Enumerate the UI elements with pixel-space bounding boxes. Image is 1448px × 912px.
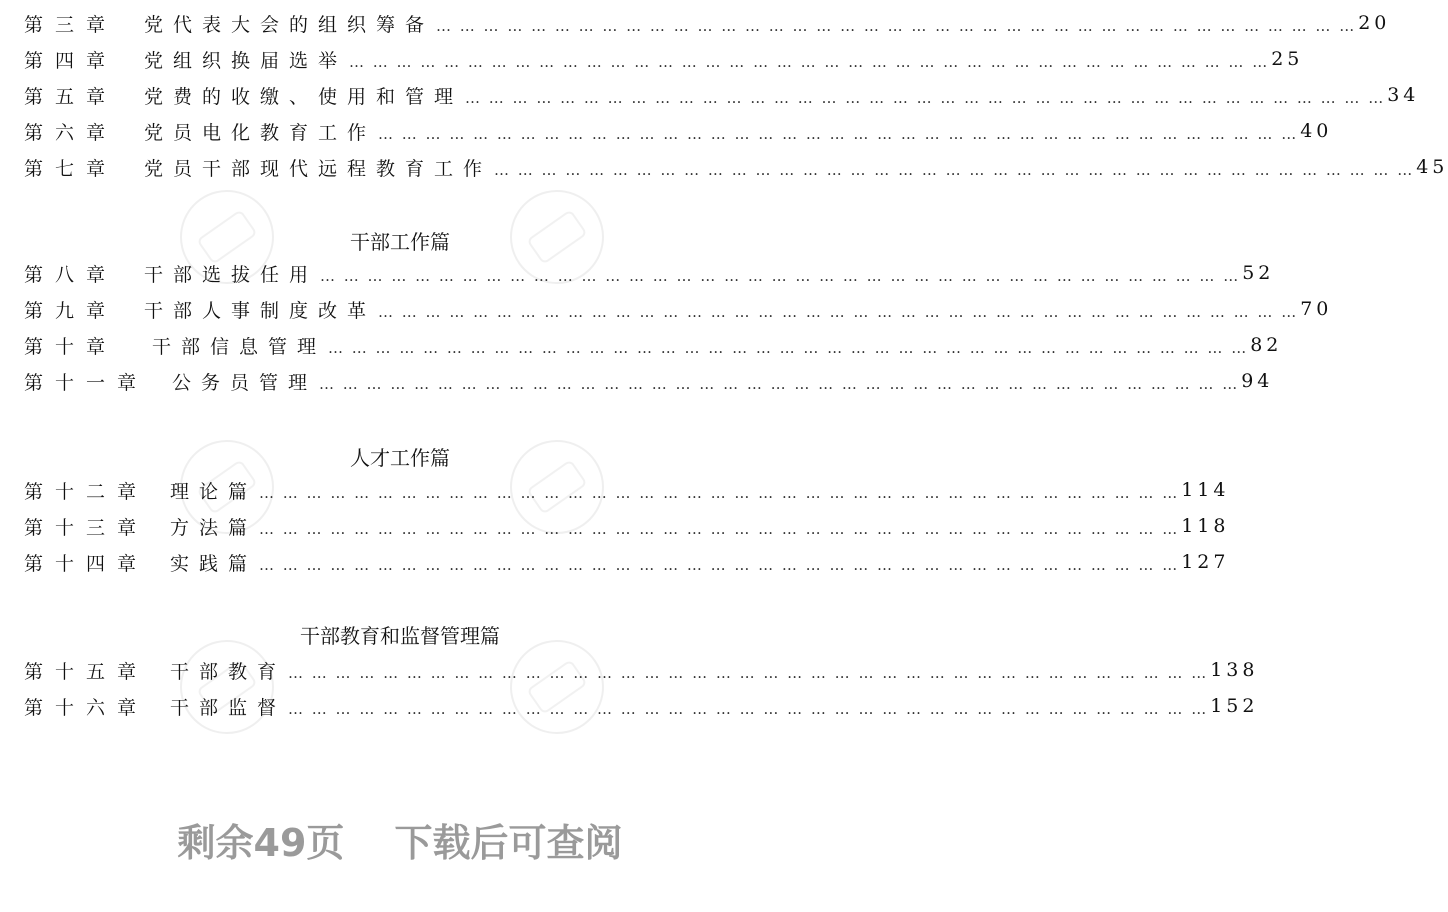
chapter-title: 党费的收缴、使用和管理 (144, 85, 464, 108)
dot-leader (317, 375, 1241, 393)
dot-leader (286, 664, 1210, 682)
dot-leader (376, 303, 1300, 321)
chapter-title: 干部人事制度改革 (144, 299, 377, 322)
dot-leader (286, 700, 1210, 718)
chapter-title: 实践篇 (170, 552, 258, 575)
chapter-title: 干部监督 (170, 696, 287, 719)
toc-row (24, 152, 1448, 182)
page-number: 40 (1300, 120, 1333, 142)
chapter-number: 第八章 (24, 263, 118, 286)
dot-leader (326, 339, 1250, 357)
dot-leader (492, 161, 1416, 179)
chapter-title: 理论篇 (170, 480, 258, 503)
toc-row (24, 511, 1230, 541)
page-number: 118 (1181, 515, 1230, 537)
page-number: 34 (1387, 84, 1420, 106)
dot-leader (347, 53, 1271, 71)
page-number: 52 (1242, 262, 1275, 284)
chapter-number: 第十二章 (24, 480, 149, 503)
chapter-title: 党组织换届选举 (144, 49, 348, 72)
toc-row (24, 475, 1230, 505)
toc-row (24, 294, 1333, 324)
toc-row (24, 691, 1259, 721)
page-number: 127 (1181, 551, 1230, 573)
chapter-title: 干部教育 (170, 660, 287, 683)
chapter-number: 第十六章 (24, 696, 149, 719)
chapter-title: 党代表大会的组织筹备 (144, 13, 435, 36)
section-heading: 干部工作篇 (350, 230, 450, 254)
toc-row (24, 258, 1275, 288)
chapter-number: 第四章 (24, 49, 118, 72)
page-number: 138 (1210, 659, 1259, 681)
toc-row (24, 366, 1274, 396)
toc-row (24, 655, 1259, 685)
chapter-number: 第十四章 (24, 552, 149, 575)
toc-row (24, 80, 1420, 110)
section-heading: 人才工作篇 (350, 446, 450, 470)
chapter-number: 第十三章 (24, 516, 149, 539)
page-number: 70 (1300, 298, 1333, 320)
dot-leader (318, 267, 1242, 285)
toc-row (24, 116, 1333, 146)
chapter-number: 第九章 (24, 299, 118, 322)
chapter-title: 党员干部现代远程教育工作 (144, 157, 493, 180)
toc-row (24, 8, 1391, 38)
chapter-title: 党员电化教育工作 (144, 121, 377, 144)
chapter-number: 第十一章 (24, 371, 149, 394)
page-number: 114 (1181, 479, 1230, 501)
chapter-number: 第六章 (24, 121, 118, 144)
section-heading: 干部教育和监督管理篇 (300, 624, 500, 648)
toc-row (24, 330, 1283, 360)
chapter-title: 干部选拔任用 (144, 263, 319, 286)
toc-row (24, 44, 1304, 74)
chapter-title: 干部信息管理 (152, 335, 327, 358)
chapter-number: 第七章 (24, 157, 118, 180)
dot-leader (463, 89, 1387, 107)
dot-leader (257, 484, 1181, 502)
chapter-number: 第五章 (24, 85, 118, 108)
chapter-number: 第十五章 (24, 660, 149, 683)
download-prompt-text: 下载后可查阅 (394, 821, 623, 865)
page-number: 25 (1271, 48, 1304, 70)
remaining-pages-text: 剩余49页 (177, 821, 345, 865)
dot-leader (434, 17, 1358, 35)
chapter-title: 公务员管理 (172, 371, 318, 394)
chapter-number: 第十章 (24, 335, 118, 358)
page-number: 82 (1250, 334, 1283, 356)
dot-leader (376, 125, 1300, 143)
page-number: 152 (1210, 695, 1259, 717)
chapter-number: 第三章 (24, 13, 118, 36)
page-number: 94 (1241, 370, 1274, 392)
toc-row (24, 547, 1230, 577)
chapter-title: 方法篇 (170, 516, 258, 539)
page-number: 20 (1358, 12, 1391, 34)
page-number: 45 (1416, 156, 1448, 178)
dot-leader (257, 520, 1181, 538)
dot-leader (257, 556, 1181, 574)
remaining-pages-banner (0, 812, 800, 867)
